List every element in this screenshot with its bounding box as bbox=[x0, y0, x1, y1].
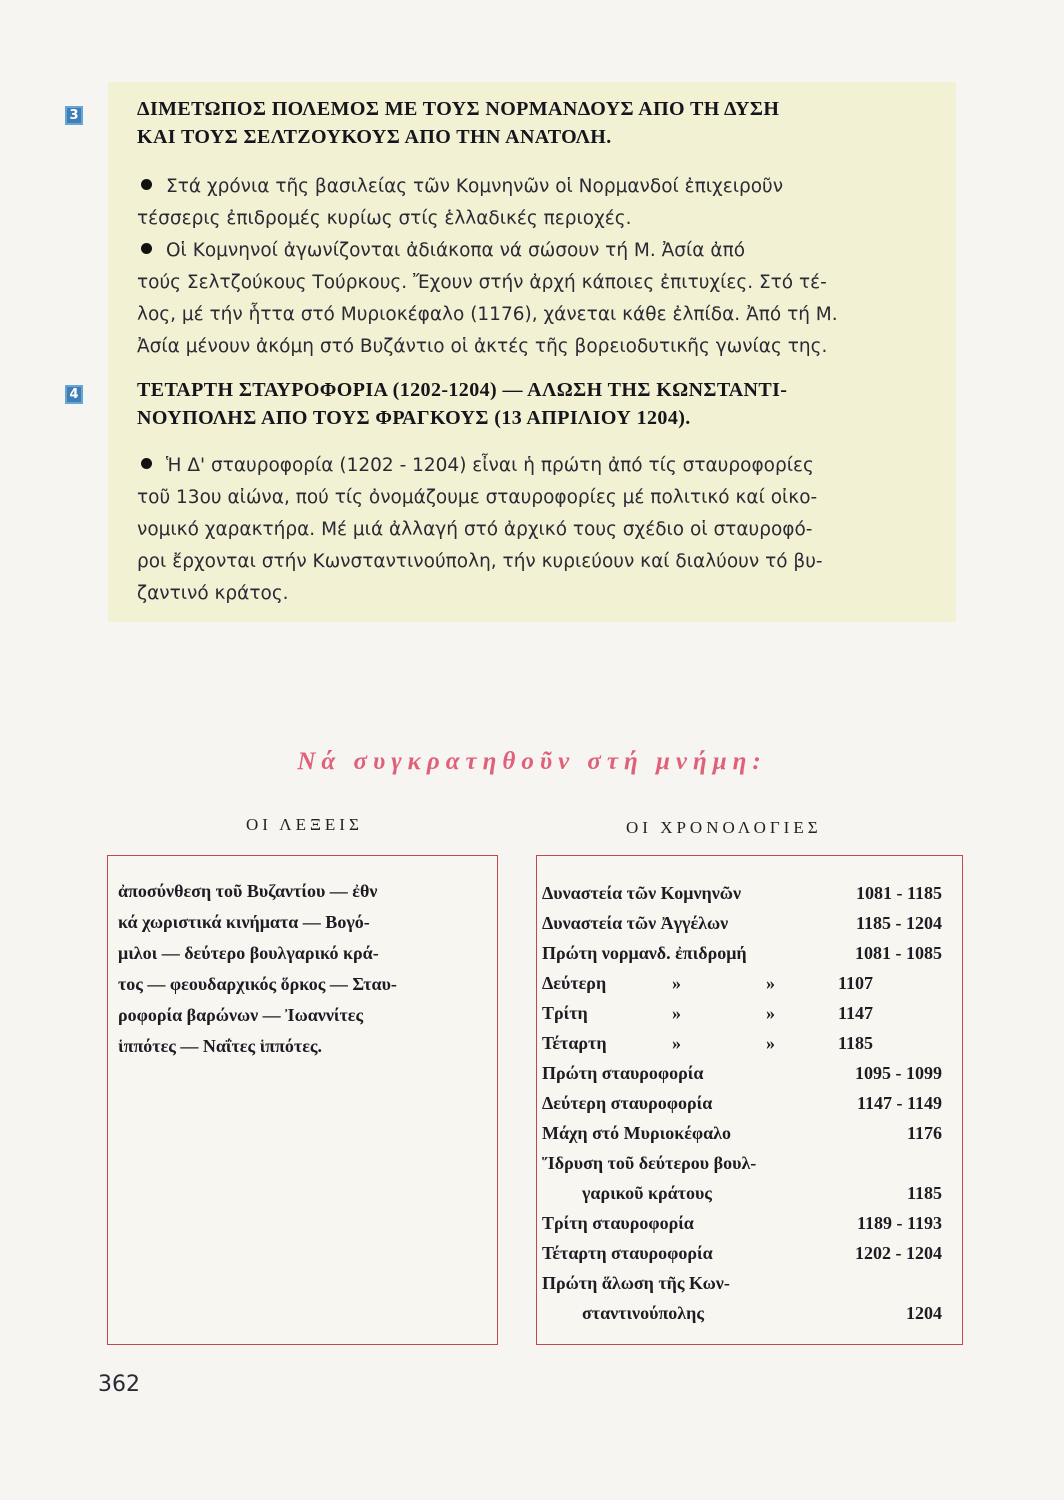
bullet-icon bbox=[141, 179, 152, 190]
date-years: 1185 bbox=[906, 1183, 942, 1203]
heading-line: ΚΑΙ ΤΟΥΣ ΣΕΛΤΖΟΥΚΟΥΣ ΑΠΟ ΤΗΝ ΑΝΑΤΟΛΗ. bbox=[137, 126, 612, 148]
body-line: Οἱ Κομνηνοί ἀγωνίζονται ἀδιάκοπα νά σώσουν τή Μ. Ἀσία ἀπό bbox=[166, 240, 746, 261]
date-label: Δεύτερη σταυροφορία bbox=[542, 1093, 713, 1113]
date-row bbox=[542, 1028, 942, 1058]
body-line: τοῦ 13ου αἰώνα, πού τίς ὀνομάζουμε σταυροφορίες μέ πολιτικό καί οἰκο- bbox=[137, 487, 818, 508]
words-line: κά χωριστικά κινήματα — Βογό- bbox=[118, 912, 370, 932]
date-years: 1081 - 1085 bbox=[855, 943, 942, 963]
body-line: Ἡ Δ' σταυροφορία (1202 - 1204) εἶναι ἡ πρώτη ἀπό τίς σταυροφορίες bbox=[166, 455, 814, 476]
date-label: Τέταρτη σταυροφορία bbox=[542, 1243, 713, 1263]
date-row bbox=[542, 878, 942, 908]
date-label: Δυναστεία τῶν Κομνηνῶν bbox=[542, 883, 741, 903]
section-heading bbox=[137, 95, 937, 151]
date-years: 1107 bbox=[838, 973, 874, 993]
date-years: 1202 - 1204 bbox=[855, 1243, 942, 1263]
date-row bbox=[542, 1118, 942, 1148]
body-line: τούς Σελτζούκους Τούρκους. Ἔχουν στήν ἀρχή κάποιες ἐπιτυχίες. Στό τέ- bbox=[137, 272, 827, 293]
date-row bbox=[542, 1148, 942, 1178]
date-row bbox=[542, 1208, 942, 1238]
body-line: ροι ἔρχονται στήν Κωνσταντινούπολη, τήν κυριεύουν καί διαλύουν τό βυ- bbox=[137, 551, 823, 572]
section-number-badge: 4 bbox=[65, 385, 83, 404]
date-row bbox=[542, 1058, 942, 1088]
body-line: λος, μέ τήν ἧττα στό Μυριοκέφαλο (1176), χάνεται κάθε ἐλπίδα. Ἀπό τή Μ. bbox=[137, 304, 838, 325]
section-number-badge: 3 bbox=[65, 106, 83, 125]
heading-line: ΝΟΥΠΟΛΗΣ ΑΠΟ ΤΟΥΣ ΦΡΑΓΚΟΥΣ (13 ΑΠΡΙΛΙΟΥ 1204). bbox=[137, 407, 691, 429]
words-list bbox=[118, 876, 488, 1062]
date-label: Πρώτη νορμανδ. ἐπιδρομή bbox=[542, 943, 747, 963]
date-label: γαρικοῦ κράτους bbox=[582, 1183, 712, 1203]
dates-heading: ΟΙ ΧΡΟΝΟΛΟΓΙΕΣ bbox=[626, 818, 822, 837]
section-body bbox=[137, 171, 937, 363]
ditto-mark: » bbox=[766, 1003, 775, 1023]
ditto-mark: » bbox=[672, 1033, 681, 1053]
date-label: Δυναστεία τῶν Ἀγγέλων bbox=[542, 913, 729, 933]
bullet-icon bbox=[141, 243, 152, 254]
date-label: Τρίτη σταυροφορία bbox=[542, 1213, 694, 1233]
words-line: ἀποσύνθεση τοῦ Βυζαντίου — ἐθν bbox=[118, 881, 378, 901]
date-years: 1185 bbox=[838, 1033, 874, 1053]
date-label: Ἵδρυση τοῦ δεύτερου βουλ- bbox=[542, 1153, 757, 1173]
section-body bbox=[137, 450, 937, 610]
date-row bbox=[542, 938, 942, 968]
date-years: 1189 - 1193 bbox=[856, 1213, 942, 1233]
date-row bbox=[542, 908, 942, 938]
bullet-icon bbox=[141, 458, 152, 469]
remember-title: Νά συγκρατηθοῦν στή μνήμη: bbox=[297, 748, 767, 775]
body-line: τέσσερις ἐπιδρομές κυρίως στίς ἑλλαδικές περιοχές. bbox=[137, 208, 632, 229]
date-row bbox=[542, 1238, 942, 1268]
date-years: 1176 bbox=[906, 1123, 942, 1143]
words-line: τος — φεουδαρχικός ὅρκος — Σταυ- bbox=[118, 974, 397, 994]
date-years: 1147 bbox=[838, 1003, 874, 1023]
date-label: Πρώτη ἅλωση τῆς Κων- bbox=[542, 1273, 730, 1293]
date-row bbox=[542, 1178, 942, 1208]
words-heading: ΟΙ ΛΕΞΕΙΣ bbox=[246, 815, 363, 834]
date-label: Τρίτη bbox=[542, 1003, 588, 1023]
date-row bbox=[542, 998, 942, 1028]
date-row bbox=[542, 1088, 942, 1118]
date-label: Πρώτη σταυροφορία bbox=[542, 1063, 704, 1083]
date-years: 1095 - 1099 bbox=[855, 1063, 942, 1083]
date-label: Δεύτερη bbox=[542, 973, 607, 993]
ditto-mark: » bbox=[672, 973, 681, 993]
body-line: νομικό χαρακτήρα. Μέ μιά ἀλλαγή στό ἀρχικό τους σχέδιο οἱ σταυροφό- bbox=[137, 519, 813, 540]
ditto-mark: » bbox=[766, 973, 775, 993]
body-line: ζαντινό κράτος. bbox=[137, 583, 289, 604]
date-row bbox=[542, 1298, 942, 1328]
date-years: 1147 - 1149 bbox=[856, 1093, 942, 1113]
date-label: Τέταρτη bbox=[542, 1033, 607, 1053]
heading-line: ΤΕΤΑΡΤΗ ΣΤΑΥΡΟΦΟΡΙΑ (1202-1204) — ΑΛΩΣΗ ΤΗΣ ΚΩΝΣΤΑΝΤΙ- bbox=[137, 379, 788, 401]
words-line: ροφορία βαρώνων — Ἰωαννίτες bbox=[118, 1005, 364, 1025]
body-line: Ἀσία μένουν ἀκόμη στό Βυζάντιο οἱ ἀκτές τῆς βορειοδυτικῆς γωνίας της. bbox=[137, 336, 828, 357]
date-label: Μάχη στό Μυριοκέφαλο bbox=[542, 1123, 732, 1143]
section-heading bbox=[137, 376, 947, 432]
heading-line: ΔΙΜΕΤΩΠΟΣ ΠΟΛΕΜΟΣ ΜΕ ΤΟΥΣ ΝΟΡΜΑΝΔΟΥΣ ΑΠΟ ΤΗ ΔΥΣΗ bbox=[137, 98, 780, 120]
words-line: μιλοι — δεύτερο βουλγαρικό κρά- bbox=[118, 943, 379, 963]
dates-list bbox=[542, 878, 942, 1328]
date-years: 1081 - 1185 bbox=[855, 883, 942, 903]
date-years: 1204 bbox=[906, 1303, 942, 1323]
date-years: 1185 - 1204 bbox=[855, 913, 942, 933]
ditto-mark: » bbox=[672, 1003, 681, 1023]
ditto-mark: » bbox=[766, 1033, 775, 1053]
body-line: Στά χρόνια τῆς βασιλείας τῶν Κομνηνῶν οἱ Νορμανδοί ἐπιχειροῦν bbox=[166, 176, 784, 197]
words-line: ἱππότες — Ναΐτες ἱππότες. bbox=[118, 1036, 322, 1056]
date-row bbox=[542, 1268, 942, 1298]
page-number: 362 bbox=[98, 1372, 140, 1397]
date-label: σταντινούπολης bbox=[582, 1303, 704, 1323]
date-row bbox=[542, 968, 942, 998]
